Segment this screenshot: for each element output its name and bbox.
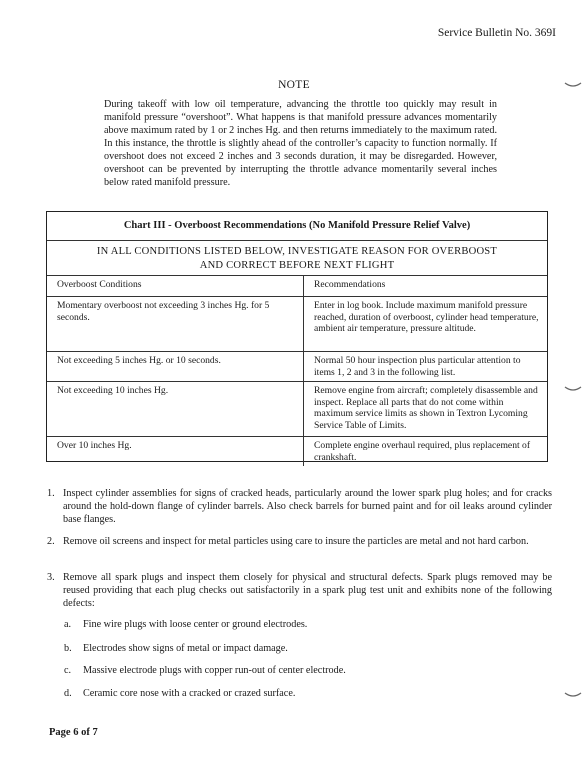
sublist-text: Ceramic core nose with a cracked or crazed surface. [83,688,296,699]
list-number: 1. [47,488,55,499]
table-row [47,437,547,467]
recommendation-cell: Complete engine overhaul required, plus replacement of crankshaft. [314,440,531,463]
chart-banner-line1: IN ALL CONDITIONS LISTED BELOW, INVESTIGATE REASON FOR OVERBOOST [96,246,498,257]
table-row [47,297,547,352]
condition-cell: Not exceeding 10 inches Hg. [47,382,304,437]
recommendation-cell: Enter in log book. Include maximum manifold pressure reached, duration of overboost, cylinder head temperature, ambient air temperature, pressure altitude. [314,300,539,335]
list-text: Remove all spark plugs and inspect them closely for physical and structural defects. Spark plugs removed may be reused providing that each plug checks out satisfactorily in a spark plug test unit and exhibits none of the following defects: [63,572,552,609]
sublist-letter: c. [64,665,72,676]
col-header-recommendations: Recommendations [314,279,386,290]
list-number: 3. [47,572,55,583]
note-title: NOTE [278,79,310,91]
condition-cell: Momentary overboost not exceeding 3 inches Hg. for 5 seconds. [47,297,304,352]
chart-banner-line2: AND CORRECT BEFORE NEXT FLIGHT [199,260,395,271]
chart-banner [47,241,547,276]
note-body: During takeoff with low oil temperature, advancing the throttle too quickly may result in manifold pressure “overshoot”. What happens is that manifold pressure advances momentarily above maximum rated by 1 or 2 inches Hg. and then returns immediately to the maximum rated. In this instance, the throttle is slightly ahead of the controller’s capacity to function normally. If overshoot does not exceed 2 inches and 3 seconds duration, it may be disregarded. However, overshoot can be prevented by interrupting the throttle advance momentarily several inches below rated manifold pressure. [104,99,497,188]
chart-title: Chart III - Overboost Recommendations (No Manifold Pressure Relief Valve) [47,212,547,241]
scan-mark-icon [564,384,582,394]
list-text: Remove oil screens and inspect for metal particles using care to insure the particles are metal and not hard carbon. [63,536,529,547]
condition-cell: Not exceeding 5 inches Hg. or 10 seconds. [47,352,304,382]
sublist-text: Fine wire plugs with loose center or ground electrodes. [83,619,308,630]
table-row [47,352,547,382]
list-number: 2. [47,536,55,547]
bulletin-number: Service Bulletin No. 369I [437,27,556,39]
overboost-chart [46,211,548,462]
col-header-conditions: Overboost Conditions [47,276,304,297]
recommendation-cell: Normal 50 hour inspection plus particular attention to items 1, 2 and 3 in the following list. [314,355,521,378]
sublist-text: Electrodes show signs of metal or impact damage. [83,643,288,654]
table-header-row [47,276,547,297]
scan-mark-icon [564,690,582,700]
sublist-text: Massive electrode plugs with copper run-out of center electrode. [83,665,346,676]
recommendation-cell: Remove engine from aircraft; completely disassemble and inspect. Replace all parts that do not come within maximum service limits as shown in Textron Lycoming Service Table of Limits. [314,385,538,431]
sublist-letter: b. [64,643,72,654]
list-text: Inspect cylinder assemblies for signs of cracked heads, particularly around the lower spark plug holes; and for cracks around the hold-down flange of cylinder barrels. Also check barrels for burned paint and for oil leaks around cylinder base flanges. [63,488,552,525]
sublist-letter: a. [64,619,72,630]
overboost-table [47,276,547,466]
page-number: Page 6 of 7 [49,727,98,738]
sublist-letter: d. [64,688,72,699]
table-row [47,382,547,437]
scan-mark-icon [564,80,582,90]
condition-cell: Over 10 inches Hg. [47,437,304,467]
